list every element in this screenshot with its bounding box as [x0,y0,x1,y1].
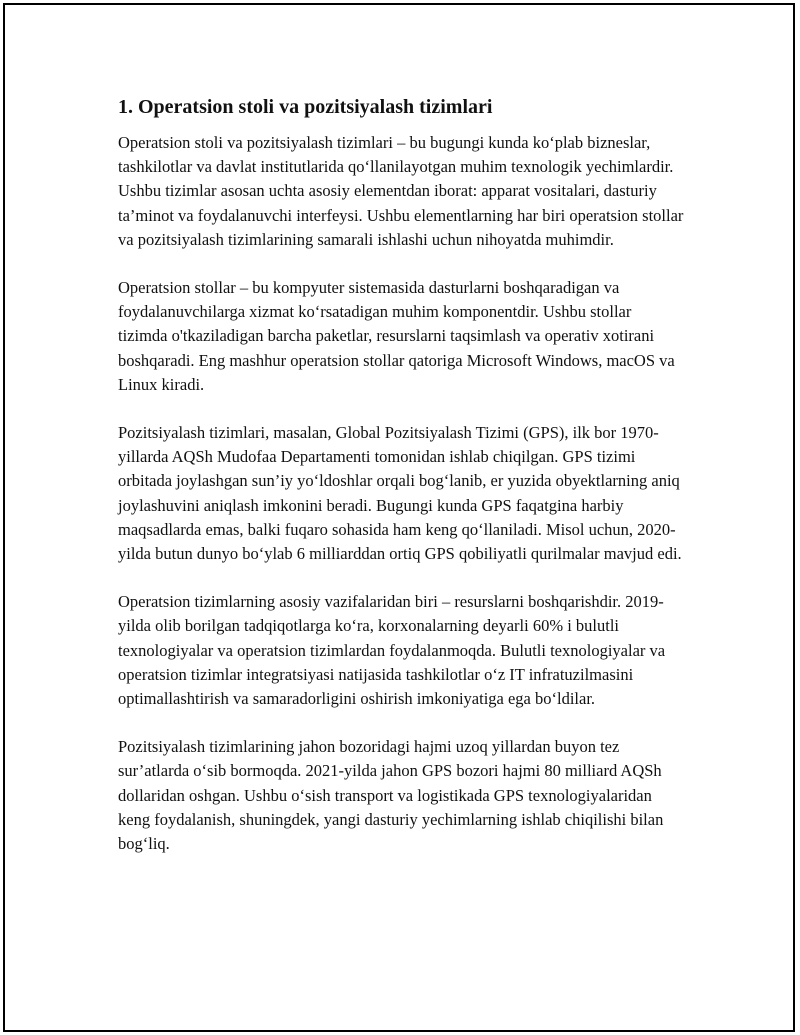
section-heading: 1. Operatsion stoli va pozitsiyalash tizimlari [118,96,493,118]
document-body [118,96,684,880]
paragraph-resource-management: Operatsion tizimlarning asosiy vazifalaridan biri – resurslarni boshqarishdir. 2019-yilda olib borilgan tadqiqotlarga ko‘ra, korxonalarning deyarli 60% i bulutli texnologiyalar va operatsion tizimlardan foydalanmoqda. Bulutli texnologiyalar va operatsion tizimlar integratsiyasi natijasida tashkilotlar o‘z IT infratuzilmasini optimallashtirish va samaradorligini oshirish imkoniyatiga ega bo‘ldilar. [118,592,666,709]
paragraph-gps: Pozitsiyalash tizimlari, masalan, Global Pozitsiyalash Tizimi (GPS), ilk bor 1970-yillarda AQSh Mudofaa Departamenti tomonidan ishlab chiqilgan. GPS tizimi orbitada joylashgan sun’iy yo‘ldoshlar orqali bog‘lanib, er yuzida obyektlarning aniq joylashuvini aniqlash imkonini beradi. Bugungi kunda GPS faqatgina harbiy maqsadlarda emas, balki fuqaro sohasida ham keng qo‘llaniladi. Misol uchun, 2020-yilda butun dunyo bo‘ylab 6 milliarddan ortiq GPS qobiliyatli qurilmalar mavjud edi. [118,423,682,564]
paragraph-market-size: Pozitsiyalash tizimlarining jahon bozoridagi hajmi uzoq yillardan buyon tez sur’atlarda o‘sib bormoqda. 2021-yilda jahon GPS bozori hajmi 80 milliard AQSh dollaridan oshgan. Ushbu o‘sish transport va logistikada GPS texnologiyalaridan keng foydalanish, shuningdek, yangi dasturiy yechimlarning ishlab chiqilishi bilan bog‘liq. [118,737,664,854]
paragraph-intro: Operatsion stoli va pozitsiyalash tizimlari – bu bugungi kunda ko‘plab bizneslar, tashkilotlar va davlat institutlarida qo‘llanilayotgan muhim texnologik yechimlardir. Ushbu tizimlar asosan uchta asosiy elementdan iborat: apparat vositalari, dasturiy ta’minot va foydalanuvchi interfeysi. Ushbu elementlarning har biri operatsion stollar va pozitsiyalash tizimlarining samarali ishlashi uchun nihoyatda muhimdir. [118,133,684,249]
paragraph-operating-systems: Operatsion stollar – bu kompyuter sistemasida dasturlarni boshqaradigan va foydalanuvchilarga xizmat ko‘rsatadigan muhim komponentdir. Ushbu stollar tizimda o'tkaziladigan barcha paketlar, resurslarni taqsimlash va operativ xotirani boshqaradi. Eng mashhur operatsion stollar qatoriga Microsoft Windows, macOS va Linux kiradi. [118,278,675,394]
